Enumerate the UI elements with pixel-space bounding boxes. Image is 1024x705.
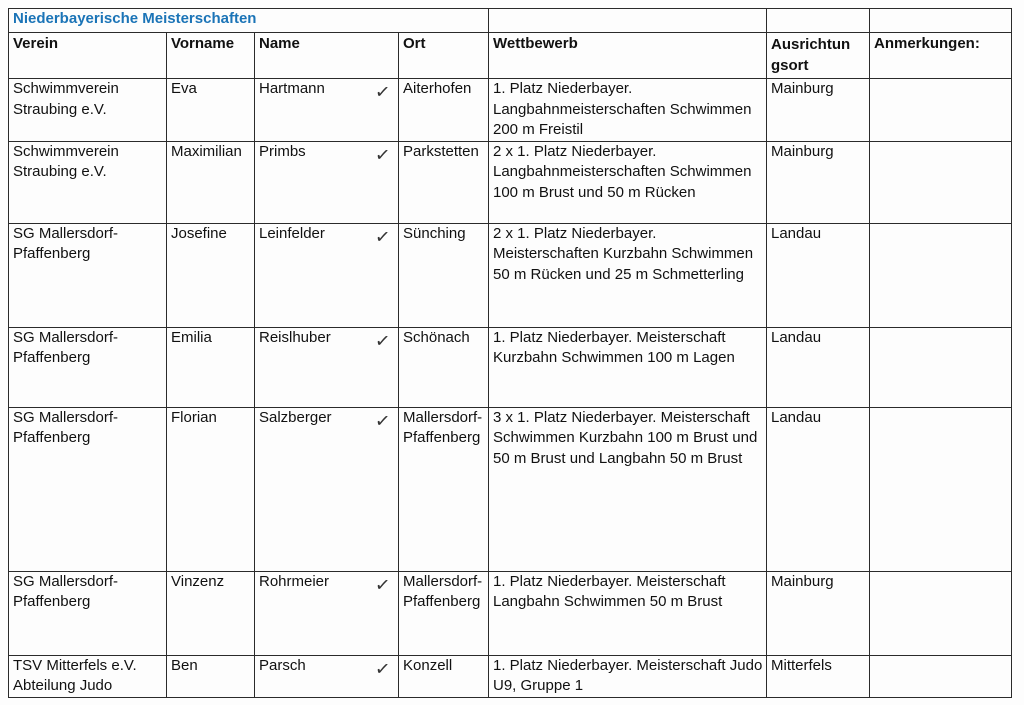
cell-ausrichtungsort: Landau: [767, 407, 870, 571]
cell-name: [255, 407, 399, 571]
checkmark-icon: ✓: [373, 225, 392, 249]
cell-wettbewerb: 1. Platz Niederbayer. Meisterschaft Langbahn Schwimmen 50 m Brust: [489, 571, 767, 655]
cell-ausrichtungsort: Mitterfels: [767, 655, 870, 697]
cell-vorname: Josefine: [167, 223, 255, 327]
table-row: [9, 327, 1012, 407]
checkmark-icon: ✓: [373, 81, 392, 104]
cell-wettbewerb: 1. Platz Niederbayer. Meisterschaft Kurzbahn Schwimmen 100 m Lagen: [489, 327, 767, 407]
cell-ausrichtungsort: Landau: [767, 223, 870, 327]
results-table: [8, 8, 1012, 698]
title-row-empty-cell: [489, 9, 767, 33]
cell-wettbewerb: 1. Platz Niederbayer. Langbahnmeisterschaften Schwimmen 200 m Freistil: [489, 79, 767, 142]
title-row: [9, 9, 1012, 33]
cell-anmerkungen: [870, 327, 1012, 407]
header-row: [9, 33, 1012, 79]
checkmark-icon: ✓: [373, 143, 392, 167]
cell-vorname: Maximilian: [167, 141, 255, 223]
name-text: Hartmann: [259, 80, 325, 97]
table-row: [9, 407, 1012, 571]
cell-ort: Aiterhofen: [399, 79, 489, 142]
cell-name: [255, 223, 399, 327]
cell-ausrichtungsort: Mainburg: [767, 79, 870, 142]
title-row-empty-cell: [767, 9, 870, 33]
name-text: Primbs: [259, 142, 306, 160]
cell-vorname: Emilia: [167, 327, 255, 407]
cell-anmerkungen: [870, 407, 1012, 571]
cell-verein: Schwimmverein Straubing e.V.: [9, 79, 167, 142]
checkmark-icon: ✓: [373, 573, 392, 597]
cell-ort: Parkstetten: [399, 141, 489, 223]
cell-verein: SG Mallersdorf-Pfaffenberg: [9, 407, 167, 571]
cell-anmerkungen: [870, 79, 1012, 142]
cell-anmerkungen: [870, 655, 1012, 697]
header-wettbewerb: Wettbewerb: [489, 33, 767, 79]
checkmark-icon: ✓: [373, 329, 392, 353]
table-row: [9, 223, 1012, 327]
cell-ort: Mallersdorf-Pfaffenberg: [399, 407, 489, 571]
page-title: Niederbayerische Meisterschaften: [9, 9, 489, 33]
name-text: Parsch: [259, 656, 306, 674]
cell-vorname: Florian: [167, 407, 255, 571]
cell-vorname: Ben: [167, 655, 255, 697]
cell-ausrichtungsort: Landau: [767, 327, 870, 407]
cell-verein: SG Mallersdorf-Pfaffenberg: [9, 223, 167, 327]
table-row: [9, 655, 1012, 697]
cell-ort: Schönach: [399, 327, 489, 407]
cell-verein: SG Mallersdorf-Pfaffenberg: [9, 571, 167, 655]
title-row-empty-cell: [870, 9, 1012, 33]
checkmark-icon: ✓: [373, 409, 392, 433]
cell-name: [255, 79, 399, 142]
header-ausrichtungsort: Ausrichtun gsort: [767, 33, 870, 79]
cell-ausrichtungsort: Mainburg: [767, 141, 870, 223]
cell-verein: Schwimmverein Straubing e.V.: [9, 141, 167, 223]
cell-vorname: Vinzenz: [167, 571, 255, 655]
header-vorname: Vorname: [167, 33, 255, 79]
header-ort: Ort: [399, 33, 489, 79]
cell-name: [255, 571, 399, 655]
header-name: Name: [255, 33, 399, 79]
name-text: Leinfelder: [259, 224, 325, 242]
cell-verein: SG Mallersdorf-Pfaffenberg: [9, 327, 167, 407]
cell-vorname: Eva: [167, 79, 255, 142]
cell-anmerkungen: [870, 571, 1012, 655]
cell-ausrichtungsort: Mainburg: [767, 571, 870, 655]
cell-wettbewerb: 1. Platz Niederbayer. Meisterschaft Judo U9, Gruppe 1: [489, 655, 767, 697]
name-text: Rohrmeier: [259, 572, 330, 590]
cell-verein: TSV Mitterfels e.V. Abteilung Judo: [9, 655, 167, 697]
checkmark-icon: ✓: [373, 657, 392, 681]
cell-name: [255, 655, 399, 697]
table-row: [9, 79, 1012, 142]
table-row: [9, 141, 1012, 223]
table-row: [9, 571, 1012, 655]
cell-name: [255, 141, 399, 223]
name-text: Salzberger: [259, 408, 332, 426]
cell-wettbewerb: 2 x 1. Platz Niederbayer. Meisterschaften Kurzbahn Schwimmen 50 m Rücken und 25 m Schmetterling: [489, 223, 767, 327]
name-text: Reislhuber: [259, 328, 331, 346]
cell-ort: Konzell: [399, 655, 489, 697]
cell-wettbewerb: 3 x 1. Platz Niederbayer. Meisterschaft Schwimmen Kurzbahn 100 m Brust und 50 m Brust und Langbahn 50 m Brust: [489, 407, 767, 571]
cell-anmerkungen: [870, 141, 1012, 223]
header-verein: Verein: [9, 33, 167, 79]
cell-ort: Mallersdorf-Pfaffenberg: [399, 571, 489, 655]
header-anmerkungen: Anmerkungen:: [870, 33, 1012, 79]
cell-anmerkungen: [870, 223, 1012, 327]
cell-name: [255, 327, 399, 407]
cell-wettbewerb: 2 x 1. Platz Niederbayer. Langbahnmeisterschaften Schwimmen 100 m Brust und 50 m Rücken: [489, 141, 767, 223]
cell-ort: Sünching: [399, 223, 489, 327]
